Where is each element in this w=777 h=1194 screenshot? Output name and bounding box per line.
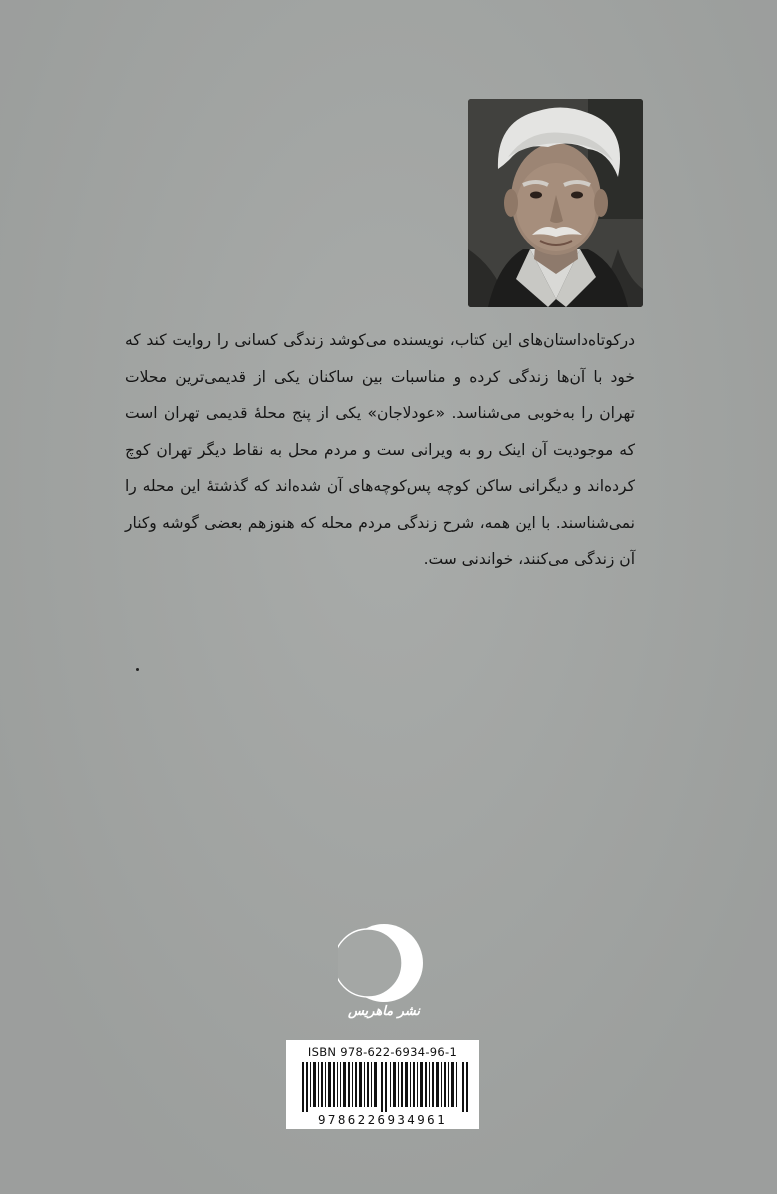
isbn-digits: 9786226934961: [317, 1112, 448, 1127]
book-description: درکوتاه‌داستان‌های این کتاب، نویسنده می‌کوشد زندگی کسانی را روایت کند که خود با آن‌ها زندگی کرده و مناسبات بین ساکنان یکی از قدیمی‌ترین محلات تهران را به‌خوبی می‌شناسد. «عودلاجان» یکی از پنج محلهٔ قدیمی تهران است که موجودیت آن اینک رو به ویرانی ست و مردم محل به نقاط دیگر تهران کوچ کرده‌اند و دیگرانی ساکن کوچه پس‌کوچه‌های آن شده‌اند که گذشتهٔ این محله را نمی‌شناسند. با این همه، شرح زندگی مردم محله که هنوزهم بعضی گوشه وکنار آن زندگی می‌کنند، خواندنی ست.: [125, 331, 635, 568]
publisher-name: نشر ماهریس: [347, 1004, 421, 1019]
author-photo: [468, 99, 643, 307]
isbn-barcode-label: [286, 1040, 479, 1129]
decorative-dot: [136, 668, 139, 671]
barcode: [302, 1062, 468, 1112]
isbn-label: ISBN 978-622-6934-96-1: [307, 1045, 458, 1059]
